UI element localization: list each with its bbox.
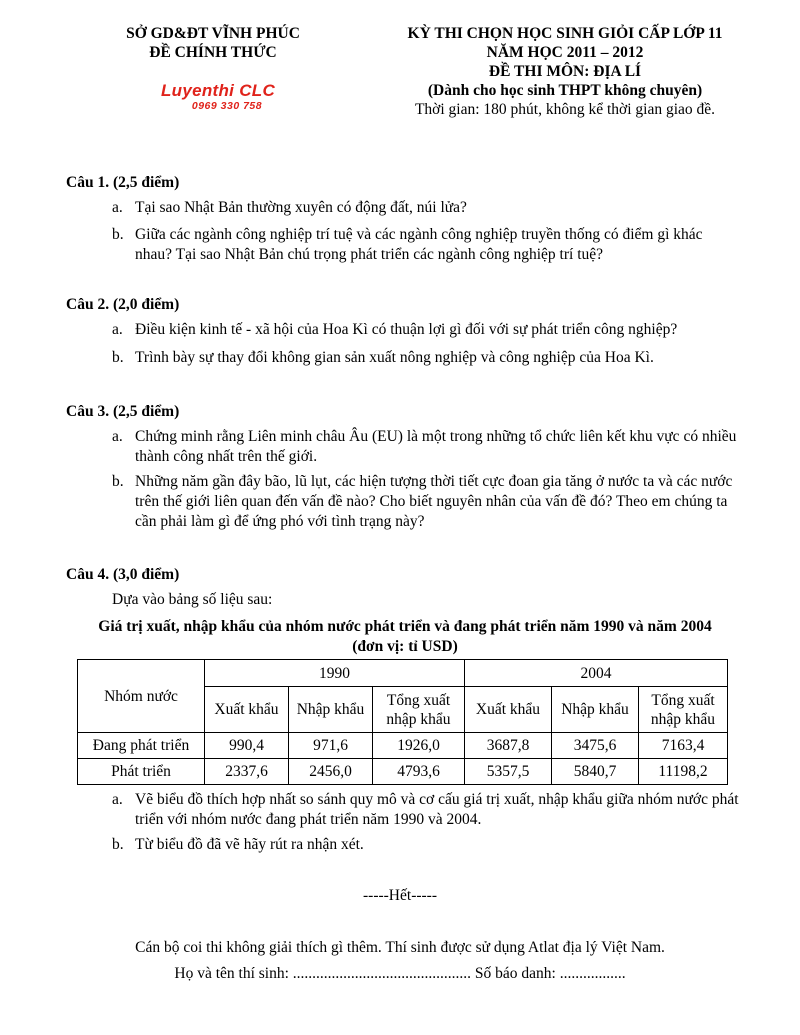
question-3a xyxy=(112,427,742,467)
item-label: b. xyxy=(112,226,124,243)
table-cell: 3475,6 xyxy=(552,733,639,759)
table-cell: 990,4 xyxy=(205,733,289,759)
table-row xyxy=(78,759,728,785)
candidate-info-line: Họ và tên thí sinh: .............................................. Số báo danh: ................. xyxy=(174,965,626,982)
subheader-total: Tổng xuất nhập khẩu xyxy=(373,687,465,733)
logo-phone: 0969 330 758 xyxy=(191,100,263,112)
subheader-import: Nhập khẩu xyxy=(289,687,373,733)
logo-brand: Luyenthi CLC xyxy=(160,81,276,100)
year-header-1990: 1990 xyxy=(205,660,465,687)
item-text: Giữa các ngành công nghiệp trí tuệ và các ngành công nghiệp truyền thống có điểm gì khác nhau? Tại sao Nhật Bản chú trọng phát triển các ngành công nghiệp trí tuệ? xyxy=(135,226,703,264)
question-4b xyxy=(112,835,742,855)
item-text: Vẽ biểu đồ thích hợp nhất so sánh quy mô và cơ cấu giá trị xuất, nhập khẩu giữa nhóm nước phát triển với nhóm nước đang phát triển năm 1990 và 2004. xyxy=(135,791,739,829)
exam-title: KỲ THI CHỌN HỌC SINH GIỎI CẤP LỚP 11 xyxy=(407,25,723,42)
question-4a xyxy=(112,790,742,830)
item-label: a. xyxy=(112,321,123,338)
table-row xyxy=(78,733,728,759)
year-header-2004: 2004 xyxy=(465,660,728,687)
table-cell: 3687,8 xyxy=(465,733,552,759)
question-2a xyxy=(112,320,742,340)
row-name: Đang phát triển xyxy=(78,733,205,759)
table-cell: 971,6 xyxy=(289,733,373,759)
subheader-import: Nhập khẩu xyxy=(552,687,639,733)
end-mark: -----Hết----- xyxy=(363,887,437,904)
exam-audience: (Dành cho học sinh THPT không chuyên) xyxy=(427,82,703,99)
item-text: Trình bày sự thay đổi không gian sản xuất nông nghiệp và công nghiệp của Hoa Kì. xyxy=(135,349,654,366)
row-name: Phát triển xyxy=(78,759,205,785)
item-label: a. xyxy=(112,428,123,445)
exam-subject: ĐỀ THI MÔN: ĐỊA LÍ xyxy=(488,63,642,80)
proctor-note: Cán bộ coi thi không giải thích gì thêm. Thí sinh được sử dụng Atlat địa lý Việt Nam. xyxy=(135,939,665,956)
item-label: a. xyxy=(112,199,123,216)
table-cell: 4793,6 xyxy=(373,759,465,785)
item-text: Những năm gần đây bão, lũ lụt, các hiện tượng thời tiết cực đoan gia tăng ở nước ta và các nước trên thế giới liên quan đến vấn đề nào? Cho biết nguyên nhân của vấn đề đó? Theo em chúng ta cần phải làm gì để ứng phó với tình trạng này? xyxy=(135,473,733,531)
group-header: Nhóm nước xyxy=(78,660,205,733)
item-text: Điều kiện kinh tế - xã hội của Hoa Kì có thuận lợi gì đối với sự phát triển công nghiệp? xyxy=(135,321,678,338)
item-text: Tại sao Nhật Bản thường xuyên có động đất, núi lửa? xyxy=(135,199,467,216)
table-title-text: Giá trị xuất, nhập khẩu của nhóm nước phát triển và đang phát triển năm 1990 và năm 2004 xyxy=(98,618,712,635)
question-3b xyxy=(112,472,742,532)
table-title xyxy=(60,617,750,657)
exam-time: Thời gian: 180 phút, không kể thời gian giao đề. xyxy=(414,101,716,118)
question-4-title: Câu 4. (3,0 điểm) xyxy=(66,566,180,583)
subheader-export: Xuất khẩu xyxy=(205,687,289,733)
question-4-intro: Dựa vào bảng số liệu sau: xyxy=(112,591,273,608)
issuing-organization xyxy=(108,24,318,62)
org-name: SỞ GD&ĐT VĨNH PHÚC xyxy=(126,25,300,42)
official-label: ĐỀ CHÍNH THỨC xyxy=(149,44,277,61)
item-text: Chứng minh rằng Liên minh châu Âu (EU) là một trong những tổ chức liên kết khu vực có nhiều thành công nhất trên thế giới. xyxy=(135,428,737,466)
item-label: b. xyxy=(112,836,124,853)
school-year: NĂM HỌC 2011 – 2012 xyxy=(486,44,644,61)
subheader-total: Tổng xuất nhập khẩu xyxy=(639,687,728,733)
item-label: b. xyxy=(112,349,124,366)
question-2-title: Câu 2. (2,0 điểm) xyxy=(66,296,180,313)
question-1a xyxy=(112,198,742,218)
luyenthi-logo xyxy=(146,82,290,112)
item-label: a. xyxy=(112,791,123,808)
table-cell: 7163,4 xyxy=(639,733,728,759)
table-cell: 2456,0 xyxy=(289,759,373,785)
item-label: b. xyxy=(112,473,124,490)
question-2b xyxy=(112,348,742,368)
exam-header xyxy=(390,24,740,119)
subheader-export: Xuất khẩu xyxy=(465,687,552,733)
table-header-row xyxy=(78,660,728,687)
question-1b xyxy=(112,225,742,265)
table-cell: 5840,7 xyxy=(552,759,639,785)
table-cell: 5357,5 xyxy=(465,759,552,785)
table-cell: 2337,6 xyxy=(205,759,289,785)
table-unit: (đơn vị: tỉ USD) xyxy=(352,638,458,655)
table-cell: 11198,2 xyxy=(639,759,728,785)
data-table xyxy=(77,659,728,785)
item-text: Từ biểu đồ đã vẽ hãy rút ra nhận xét. xyxy=(135,836,364,853)
table-cell: 1926,0 xyxy=(373,733,465,759)
question-1-title: Câu 1. (2,5 điểm) xyxy=(66,174,180,191)
question-3-title: Câu 3. (2,5 điểm) xyxy=(66,403,180,420)
